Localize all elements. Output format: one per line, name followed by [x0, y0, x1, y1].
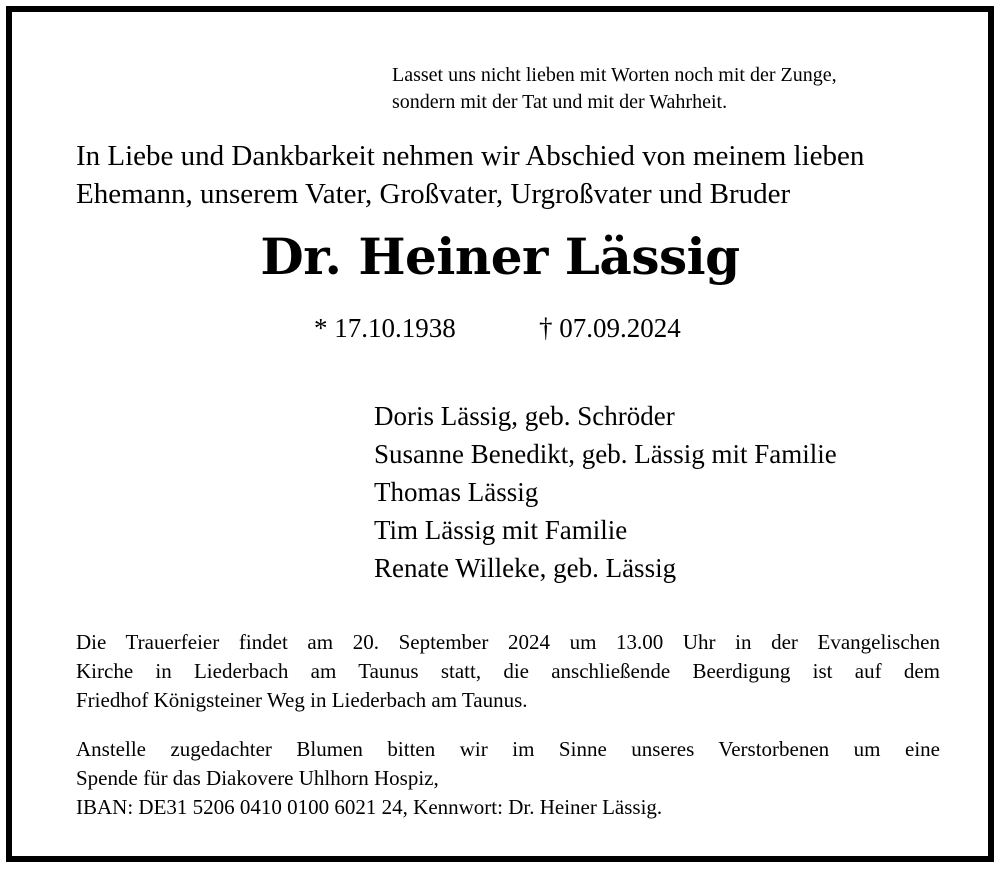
donation-request-line: Spende für das Diakovere Uhlhorn Hospiz, [76, 766, 439, 790]
obituary-notice [6, 6, 994, 862]
funeral-details-line: Die Trauerfeier findet am 20. September 2024 um 13.00 Uhr in der Evangelischen [76, 630, 940, 654]
funeral-details [76, 628, 940, 715]
bible-verse [392, 62, 837, 116]
farewell-intro-line: In Liebe und Dankbarkeit nehmen wir Abschied von meinem lieben [76, 140, 865, 172]
funeral-details-line: Friedhof Königsteiner Weg in Liederbach am Taunus. [76, 688, 528, 712]
mourner-name: Doris Lässig, geb. Schröder [374, 401, 675, 431]
farewell-intro-line: Ehemann, unserem Vater, Großvater, Urgroßvater und Bruder [76, 178, 791, 210]
mourner-name: Susanne Benedikt, geb. Lässig mit Familie [374, 439, 837, 469]
deceased-name: Dr. Heiner Lässig [260, 227, 740, 286]
birth-date: * 17.10.1938 [314, 313, 456, 343]
mourner-name: Thomas Lässig [374, 477, 539, 507]
donation-iban-line: IBAN: DE31 5206 0410 0100 6021 24, Kennwort: Dr. Heiner Lässig. [76, 795, 663, 819]
donation-request-line: Anstelle zugedachter Blumen bitten wir im Sinne unseres Verstorbenen um eine [76, 737, 940, 761]
donation-request [76, 735, 940, 822]
death-date: † 07.09.2024 [539, 313, 681, 343]
funeral-details-line: Kirche in Liederbach am Taunus statt, die anschließende Beerdigung ist auf dem [76, 659, 940, 683]
bible-verse-line: Lasset uns nicht lieben mit Worten noch mit der Zunge, [392, 64, 837, 86]
mourners-list [374, 397, 837, 587]
mourner-name: Tim Lässig mit Familie [374, 515, 628, 545]
bible-verse-line: sondern mit der Tat und mit der Wahrheit. [392, 91, 728, 113]
mourner-name: Renate Willeke, geb. Lässig [374, 553, 677, 583]
farewell-intro [76, 137, 864, 213]
